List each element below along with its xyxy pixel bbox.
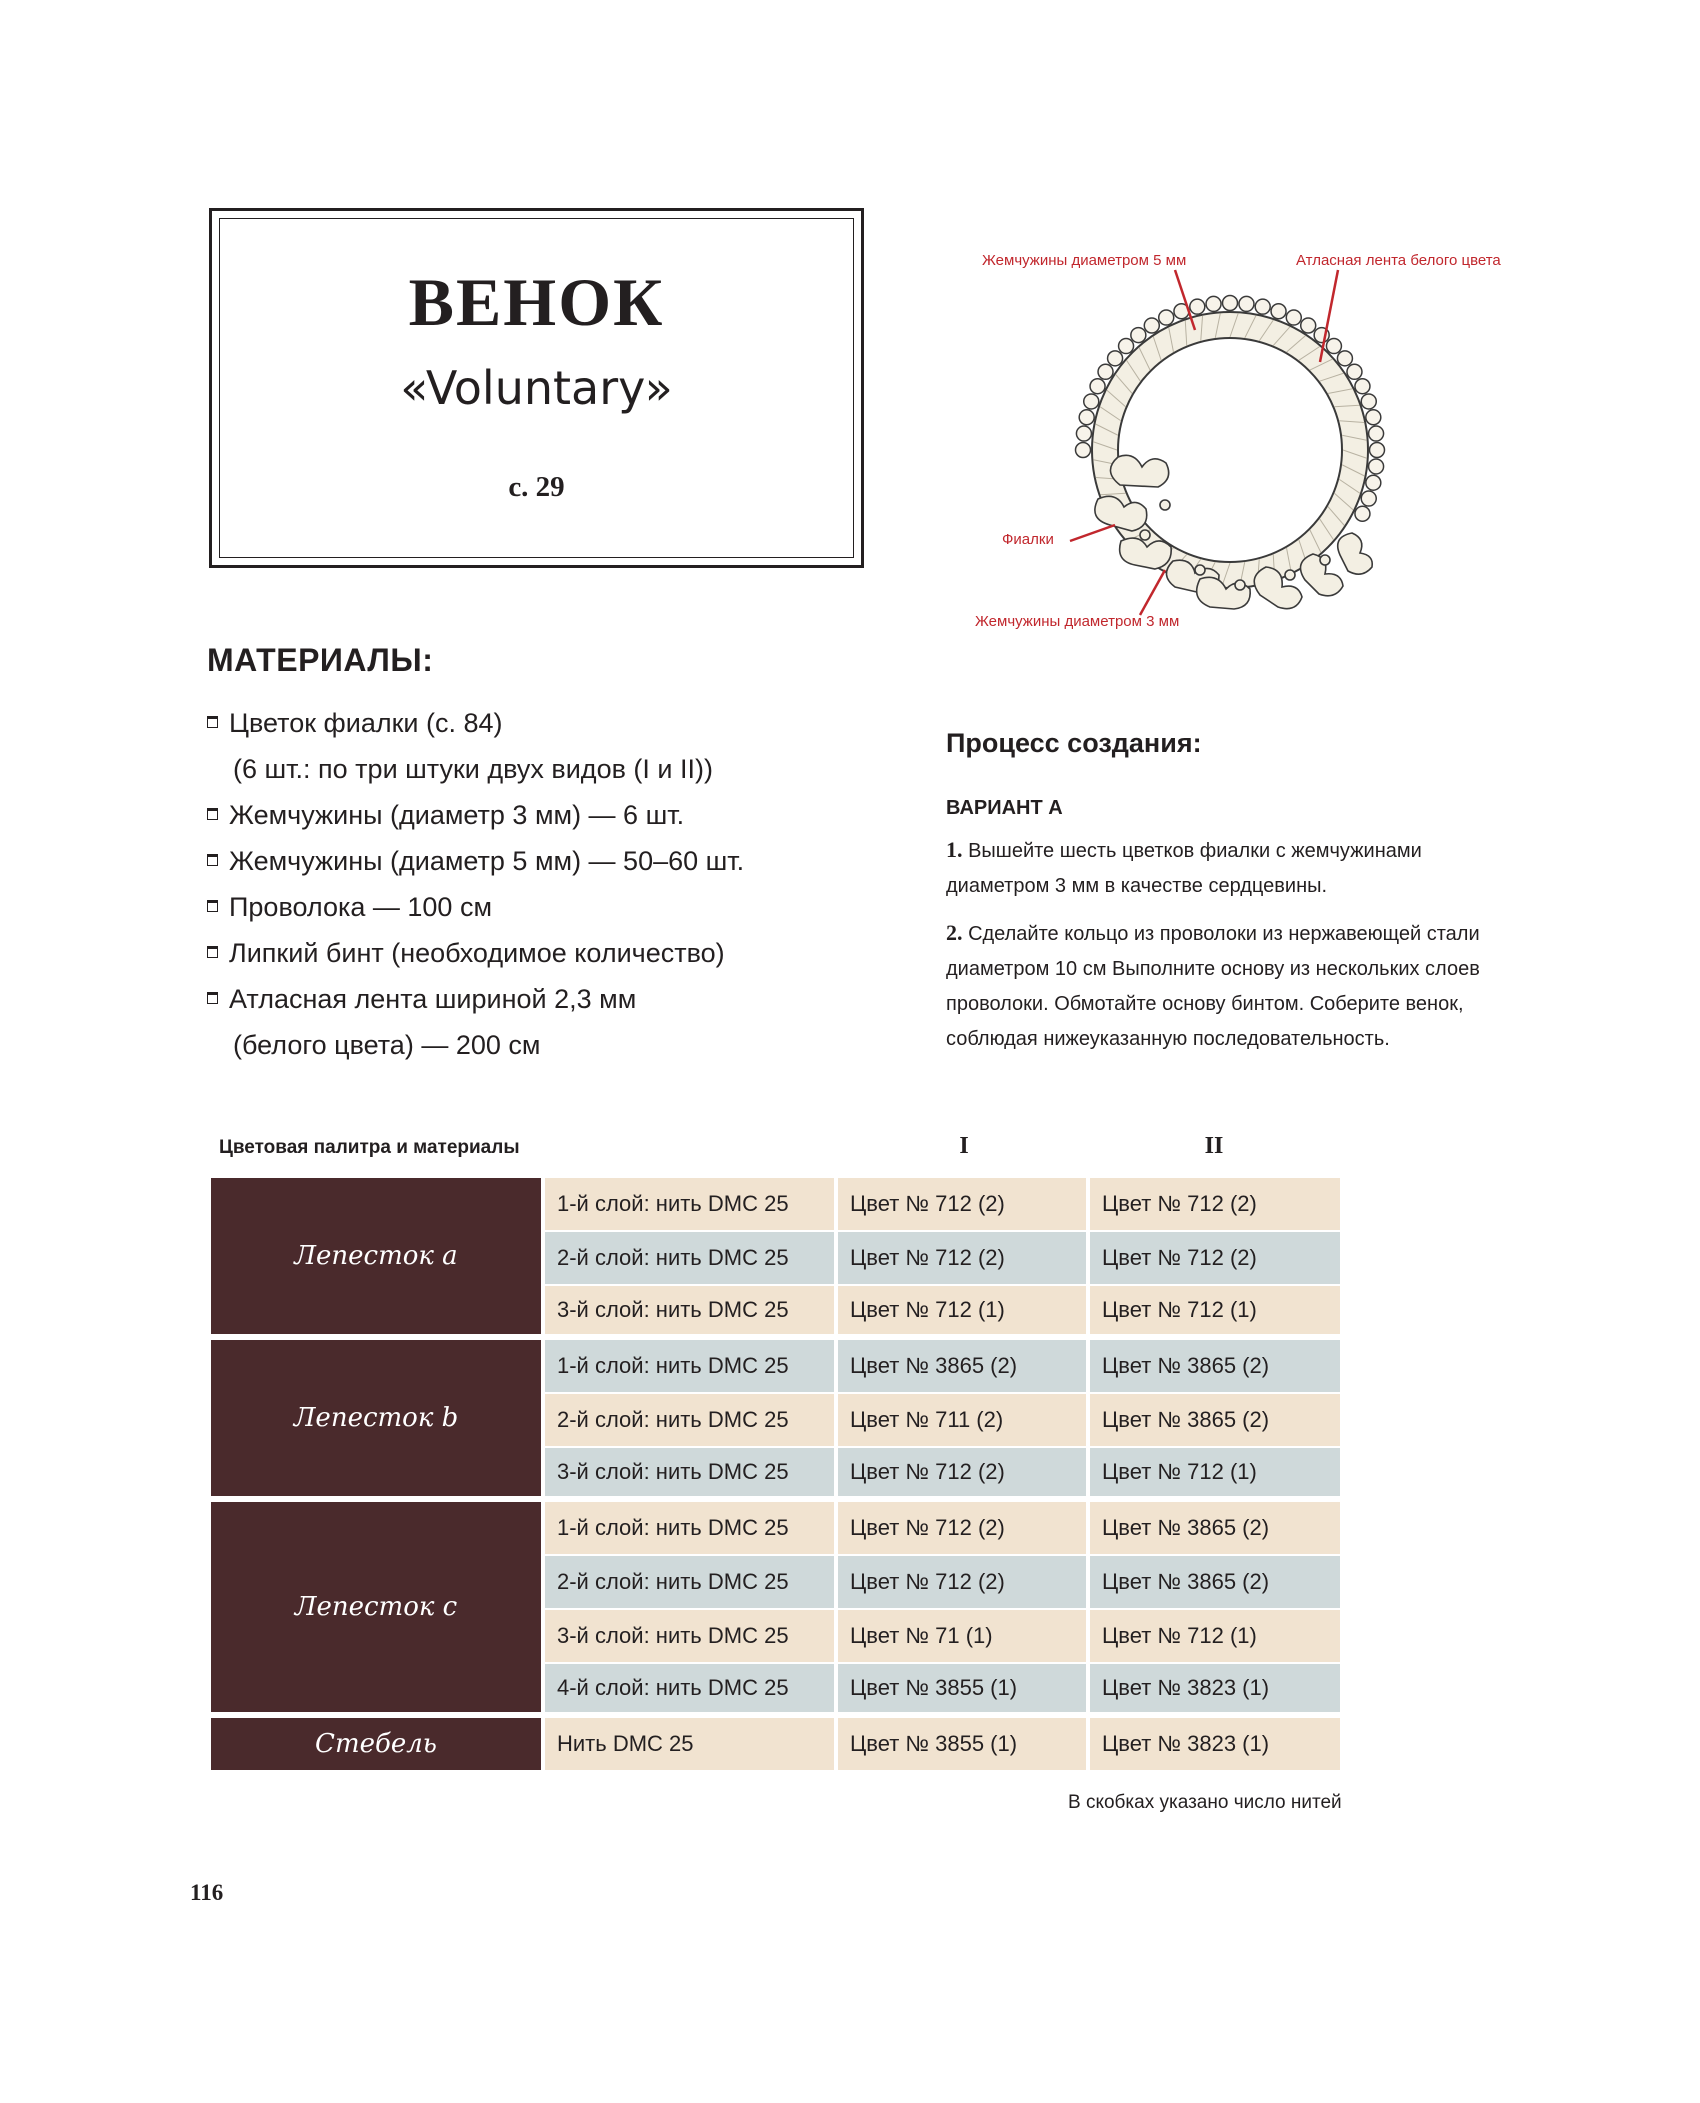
pearl-bead [1098,364,1113,379]
color-i-cell: Цвет № 3865 (2) [838,1340,1090,1394]
pearl-bead [1119,339,1134,354]
layer-cell: 2-й слой: нить DMC 25 [545,1556,838,1610]
process-step-2 [946,915,1526,1057]
layer-cell: 1-й слой: нить DMC 25 [545,1178,838,1232]
table-note: В скобках указано число нитей [1068,1792,1342,1813]
layer-cell: 3-й слой: нить DMC 25 [545,1286,838,1340]
step-number: 2. [946,920,963,945]
material-item [207,700,807,792]
group-name-cell: Стебель [211,1718,545,1772]
column-header-ii: II [1204,1133,1224,1159]
violet-center-pearl [1195,565,1205,575]
wreath-diagram [960,235,1520,655]
material-item [207,930,807,976]
material-text: Жемчужины (диаметр 5 мм) — 50–60 шт. [229,846,745,876]
layer-cell: 4-й слой: нить DMC 25 [545,1664,838,1718]
group-name-cell: Лепесток c [211,1502,545,1718]
pearl-bead [1144,318,1159,333]
violet-center-pearl [1320,555,1330,565]
table-row [211,1718,1340,1772]
table-caption: Цветовая палитра и материалы [219,1137,520,1158]
color-ii-cell: Цвет № 712 (1) [1090,1448,1340,1502]
color-ii-cell: Цвет № 712 (1) [1090,1610,1340,1664]
color-i-cell: Цвет № 711 (2) [838,1394,1090,1448]
layer-cell: Нить DMC 25 [545,1718,838,1772]
table-row [211,1178,1340,1232]
pearl-bead [1076,443,1091,458]
pearl-bead [1369,459,1384,474]
color-i-cell: Цвет № 712 (2) [838,1178,1090,1232]
pearl-bead [1369,426,1384,441]
bullet-icon [207,900,218,912]
step-text: Сделайте кольцо из проволоки из нержавеющей стали диаметром 10 см Выполните основу из нескольких слоев проволоки. Обмотайте основу бинтом. Соберите венок, соблюдая нижеуказанную последовательность. [946,923,1480,1050]
violet-center-pearl [1160,500,1170,510]
pearl-bead [1190,299,1205,314]
label-pearls-3mm: Жемчужины диаметром 3 мм [975,613,1180,630]
color-palette-table [211,1178,1340,1772]
table-row [211,1340,1340,1394]
pearl-bead [1239,296,1254,311]
material-item [207,792,807,838]
pearl-bead [1361,394,1376,409]
color-ii-cell: Цвет № 3823 (1) [1090,1718,1340,1772]
layer-cell: 3-й слой: нить DMC 25 [545,1448,838,1502]
table-row [211,1502,1340,1556]
label-violets: Фиалки [1002,531,1054,548]
title-frame [209,208,864,568]
pearl-bead [1355,506,1370,521]
pearl-bead [1286,310,1301,325]
material-item [207,884,807,930]
color-i-cell: Цвет № 712 (1) [838,1286,1090,1340]
bullet-icon [207,854,218,866]
pearl-bead [1159,310,1174,325]
color-i-cell: Цвет № 712 (2) [838,1502,1090,1556]
layer-cell: 1-й слой: нить DMC 25 [545,1502,838,1556]
pearl-bead [1301,318,1316,333]
color-ii-cell: Цвет № 712 (2) [1090,1178,1340,1232]
color-ii-cell: Цвет № 712 (1) [1090,1286,1340,1340]
layer-cell: 2-й слой: нить DMC 25 [545,1232,838,1286]
page-reference: с. 29 [508,471,565,503]
step-number: 1. [946,837,963,862]
color-i-cell: Цвет № 712 (2) [838,1232,1090,1286]
callout-line-pearls-3mm [1140,570,1165,615]
material-text: Проволока — 100 см [229,892,493,922]
color-ii-cell: Цвет № 3865 (2) [1090,1556,1340,1610]
group-name-cell: Лепесток a [211,1178,545,1340]
color-i-cell: Цвет № 3855 (1) [838,1718,1090,1772]
violet-center-pearl [1285,570,1295,580]
pearl-bead [1347,364,1362,379]
violet-center-pearl [1140,530,1150,540]
step-text: Вышейте шесть цветков фиалки с жемчужинами диаметром 3 мм в качестве сердцевины. [946,840,1422,897]
pearl-bead [1271,304,1286,319]
color-i-cell: Цвет № 712 (2) [838,1448,1090,1502]
color-ii-cell: Цвет № 712 (2) [1090,1232,1340,1286]
bullet-icon [207,808,218,820]
materials-heading: МАТЕРИАЛЫ: [207,642,434,678]
pearl-bead [1337,351,1352,366]
pearl-bead [1366,410,1381,425]
material-text: Липкий бинт (необходимое количество) [229,938,725,968]
bullet-icon [207,992,218,1004]
pearl-bead [1108,351,1123,366]
material-item [207,838,807,884]
pearl-bead [1355,379,1370,394]
material-text: Атласная лента шириной 2,3 мм [229,984,637,1014]
layer-cell: 1-й слой: нить DMC 25 [545,1340,838,1394]
bullet-icon [207,716,218,728]
pearl-bead [1366,475,1381,490]
pearl-bead [1206,296,1221,311]
violet-petal [1338,533,1373,574]
violet-center-pearl [1235,580,1245,590]
pearl-bead [1084,394,1099,409]
color-ii-cell: Цвет № 3865 (2) [1090,1502,1340,1556]
label-pearls-5mm: Жемчужины диаметром 5 мм [982,252,1187,269]
color-i-cell: Цвет № 712 (2) [838,1556,1090,1610]
layer-cell: 3-й слой: нить DMC 25 [545,1610,838,1664]
pearl-bead [1076,426,1091,441]
color-i-cell: Цвет № 71 (1) [838,1610,1090,1664]
material-text: Жемчужины (диаметр 3 мм) — 6 шт. [229,800,685,830]
pearl-bead [1223,296,1238,311]
color-i-cell: Цвет № 3855 (1) [838,1664,1090,1718]
pearl-bead [1090,379,1105,394]
wreath-illustration [960,235,1520,655]
layer-cell: 2-й слой: нить DMC 25 [545,1394,838,1448]
material-text: Цветок фиалки (с. 84) [229,708,503,738]
pearl-bead [1255,299,1270,314]
process-step-1 [946,832,1526,904]
ribbon-ring-inner [1118,338,1342,562]
pearl-bead [1131,328,1146,343]
color-ii-cell: Цвет № 3865 (2) [1090,1340,1340,1394]
page-number: 116 [190,1880,224,1905]
variant-heading: ВАРИАНТ А [946,797,1063,819]
page-subtitle: «Voluntary» [400,361,673,415]
material-item [207,976,807,1068]
bullet-icon [207,946,218,958]
callout-line-violets [1070,525,1115,541]
material-subtext: (белого цвета) — 200 см [233,1030,541,1060]
pearl-bead [1361,491,1376,506]
label-ribbon: Атласная лента белого цвета [1296,252,1501,269]
color-ii-cell: Цвет № 3823 (1) [1090,1664,1340,1718]
pearl-bead [1370,443,1385,458]
color-ii-cell: Цвет № 3865 (2) [1090,1394,1340,1448]
page-title: ВЕНОК [408,264,665,340]
group-name-cell: Лепесток b [211,1340,545,1502]
pearl-bead [1079,410,1094,425]
pearl-bead [1326,339,1341,354]
materials-list [207,700,807,1068]
process-heading: Процесс создания: [946,728,1202,758]
material-subtext: (6 шт.: по три штуки двух видов (I и II)) [233,754,713,784]
column-header-i: I [959,1133,969,1159]
